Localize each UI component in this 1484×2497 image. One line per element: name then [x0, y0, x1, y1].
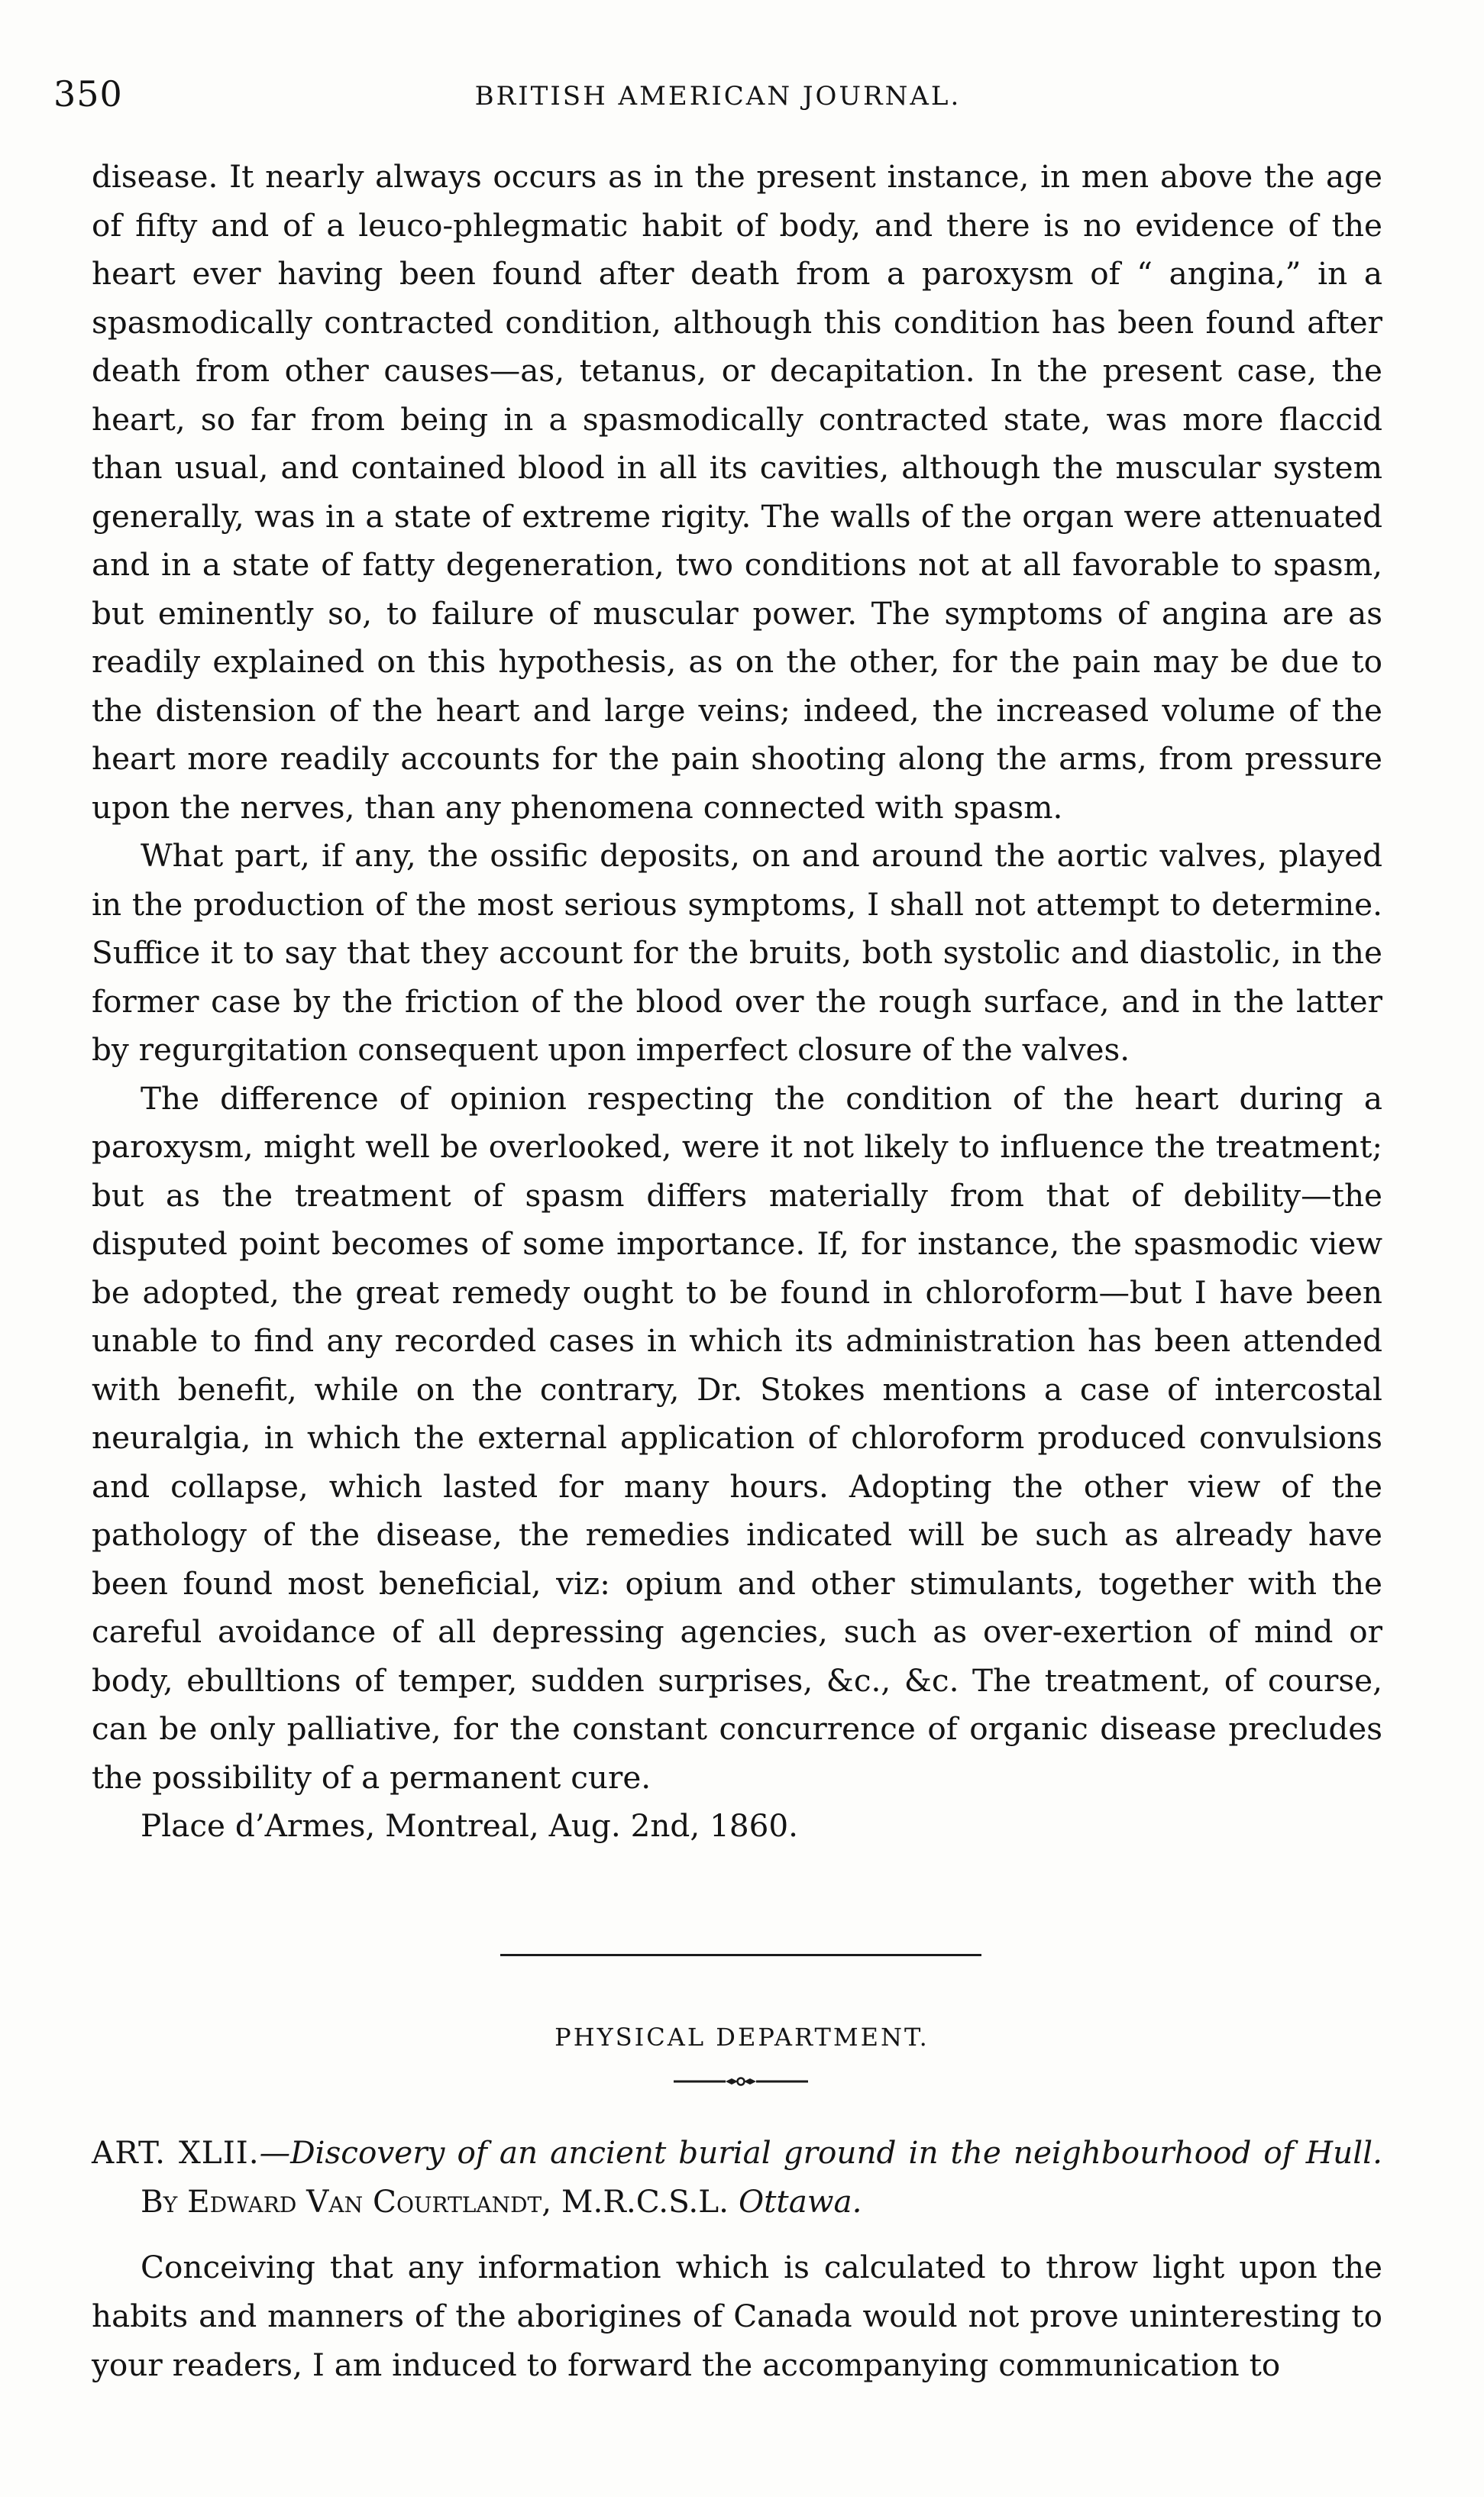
article-by: By — [141, 2183, 178, 2220]
paragraph-ossific-deposits: What part, if any, the ossific deposits, on and around the aortic valves, played in the production of the most serious symptoms, I shall not attempt to determine. Suffice it to say that they account for the bruits, both systolic and diastolic, in the former case by the friction of the blood over the rough surface, and in the latter by regurgitation consequent upon imperfect closure of the valves. — [92, 837, 1382, 1068]
article-title: —Discovery of an ancient burial ground in the neighbourhood of Hull. — [259, 2134, 1382, 2171]
paragraph-treatment: The difference of opinion respecting the condition of the heart during a paroxysm, might well be overlooked, were it not likely to influence the treatment; but as the treatment of spasm differs materially from that of debility—the disputed point becomes of some importance. If, for instance, the spasmodic view be adopted, the great remedy ought to be found in chloroform—but I have been unable to find any recorded cases in which its administration has been attended with benefit, while on the contrary, Dr. Stokes mentions a case of intercostal neuralgia, in which the external application of chloroform produced convulsions and collapse, which lasted for many hours. Adopting the other view of the pathology of the disease, the remedies indicated will be such as already have been found most beneficial, viz: opium and other stimulants, together with the careful avoidance of all depressing agencies, such as over-exertion of mind or body, ebulltions of temper, sudden surprises, &c., &c. The treatment, of course, can be only palliative, for the constant concurrence of organic disease precludes the possibility of a permanent cure. — [92, 1079, 1382, 1796]
article-continuation — [92, 153, 1382, 1851]
section-separator-rule — [500, 1954, 981, 1956]
article-author: Edward Van Courtlandt, M.R.C.S.L. — [187, 2183, 729, 2220]
paragraph-angina-discussion: disease. It nearly always occurs as in the present instance, in men above the age of fifty and of a leuco-phlegmatic habit of body, and there is no evidence of the heart ever having been found after death from a paroxysm of “ angina,” in a spasmodically contracted condition, although this condition has been found after death from other causes—as, tetanus, or decapitation. In the present case, the heart, so far from being in a spasmodically contracted state, was more flaccid than usual, and contained blood in all its cavities, although the muscular system generally, was in a state of extreme rigity. The walls of the organ were attenuated and in a state of fatty degeneration, two conditions not at all favorable to spasm, but eminently so, to failure of muscular power. The symptoms of angina are as readily explained on this hypothesis, as on the other, for the pain may be due to the distension of the heart and large veins; indeed, the increased volume of the heart more readily accounts for the pain shooting along the arms, from pressure upon the nerves, than any phenomena connected with spasm. — [92, 158, 1382, 826]
article-heading — [92, 2128, 1382, 2226]
page-number: 350 — [53, 73, 123, 115]
article-number: ART. XLII. — [92, 2134, 260, 2171]
article-first-paragraph: Conceiving that any information which is calculated to throw light upon the habits and manners of the aborigines of Canada would not prove uninteresting to your readers, I am induced to forward the accompanying communication to — [92, 2249, 1382, 2383]
section-title: PHYSICAL DEPARTMENT. — [554, 2023, 930, 2052]
running-title: BRITISH AMERICAN JOURNAL. — [474, 81, 962, 112]
ornament-divider — [672, 2076, 810, 2087]
page-header — [53, 73, 1382, 127]
signoff-line: Place d’Armes, Montreal, Aug. 2nd, 1860. — [141, 1807, 799, 1844]
article-xlii — [92, 2128, 1382, 2389]
article-location: Ottawa. — [738, 2183, 862, 2220]
